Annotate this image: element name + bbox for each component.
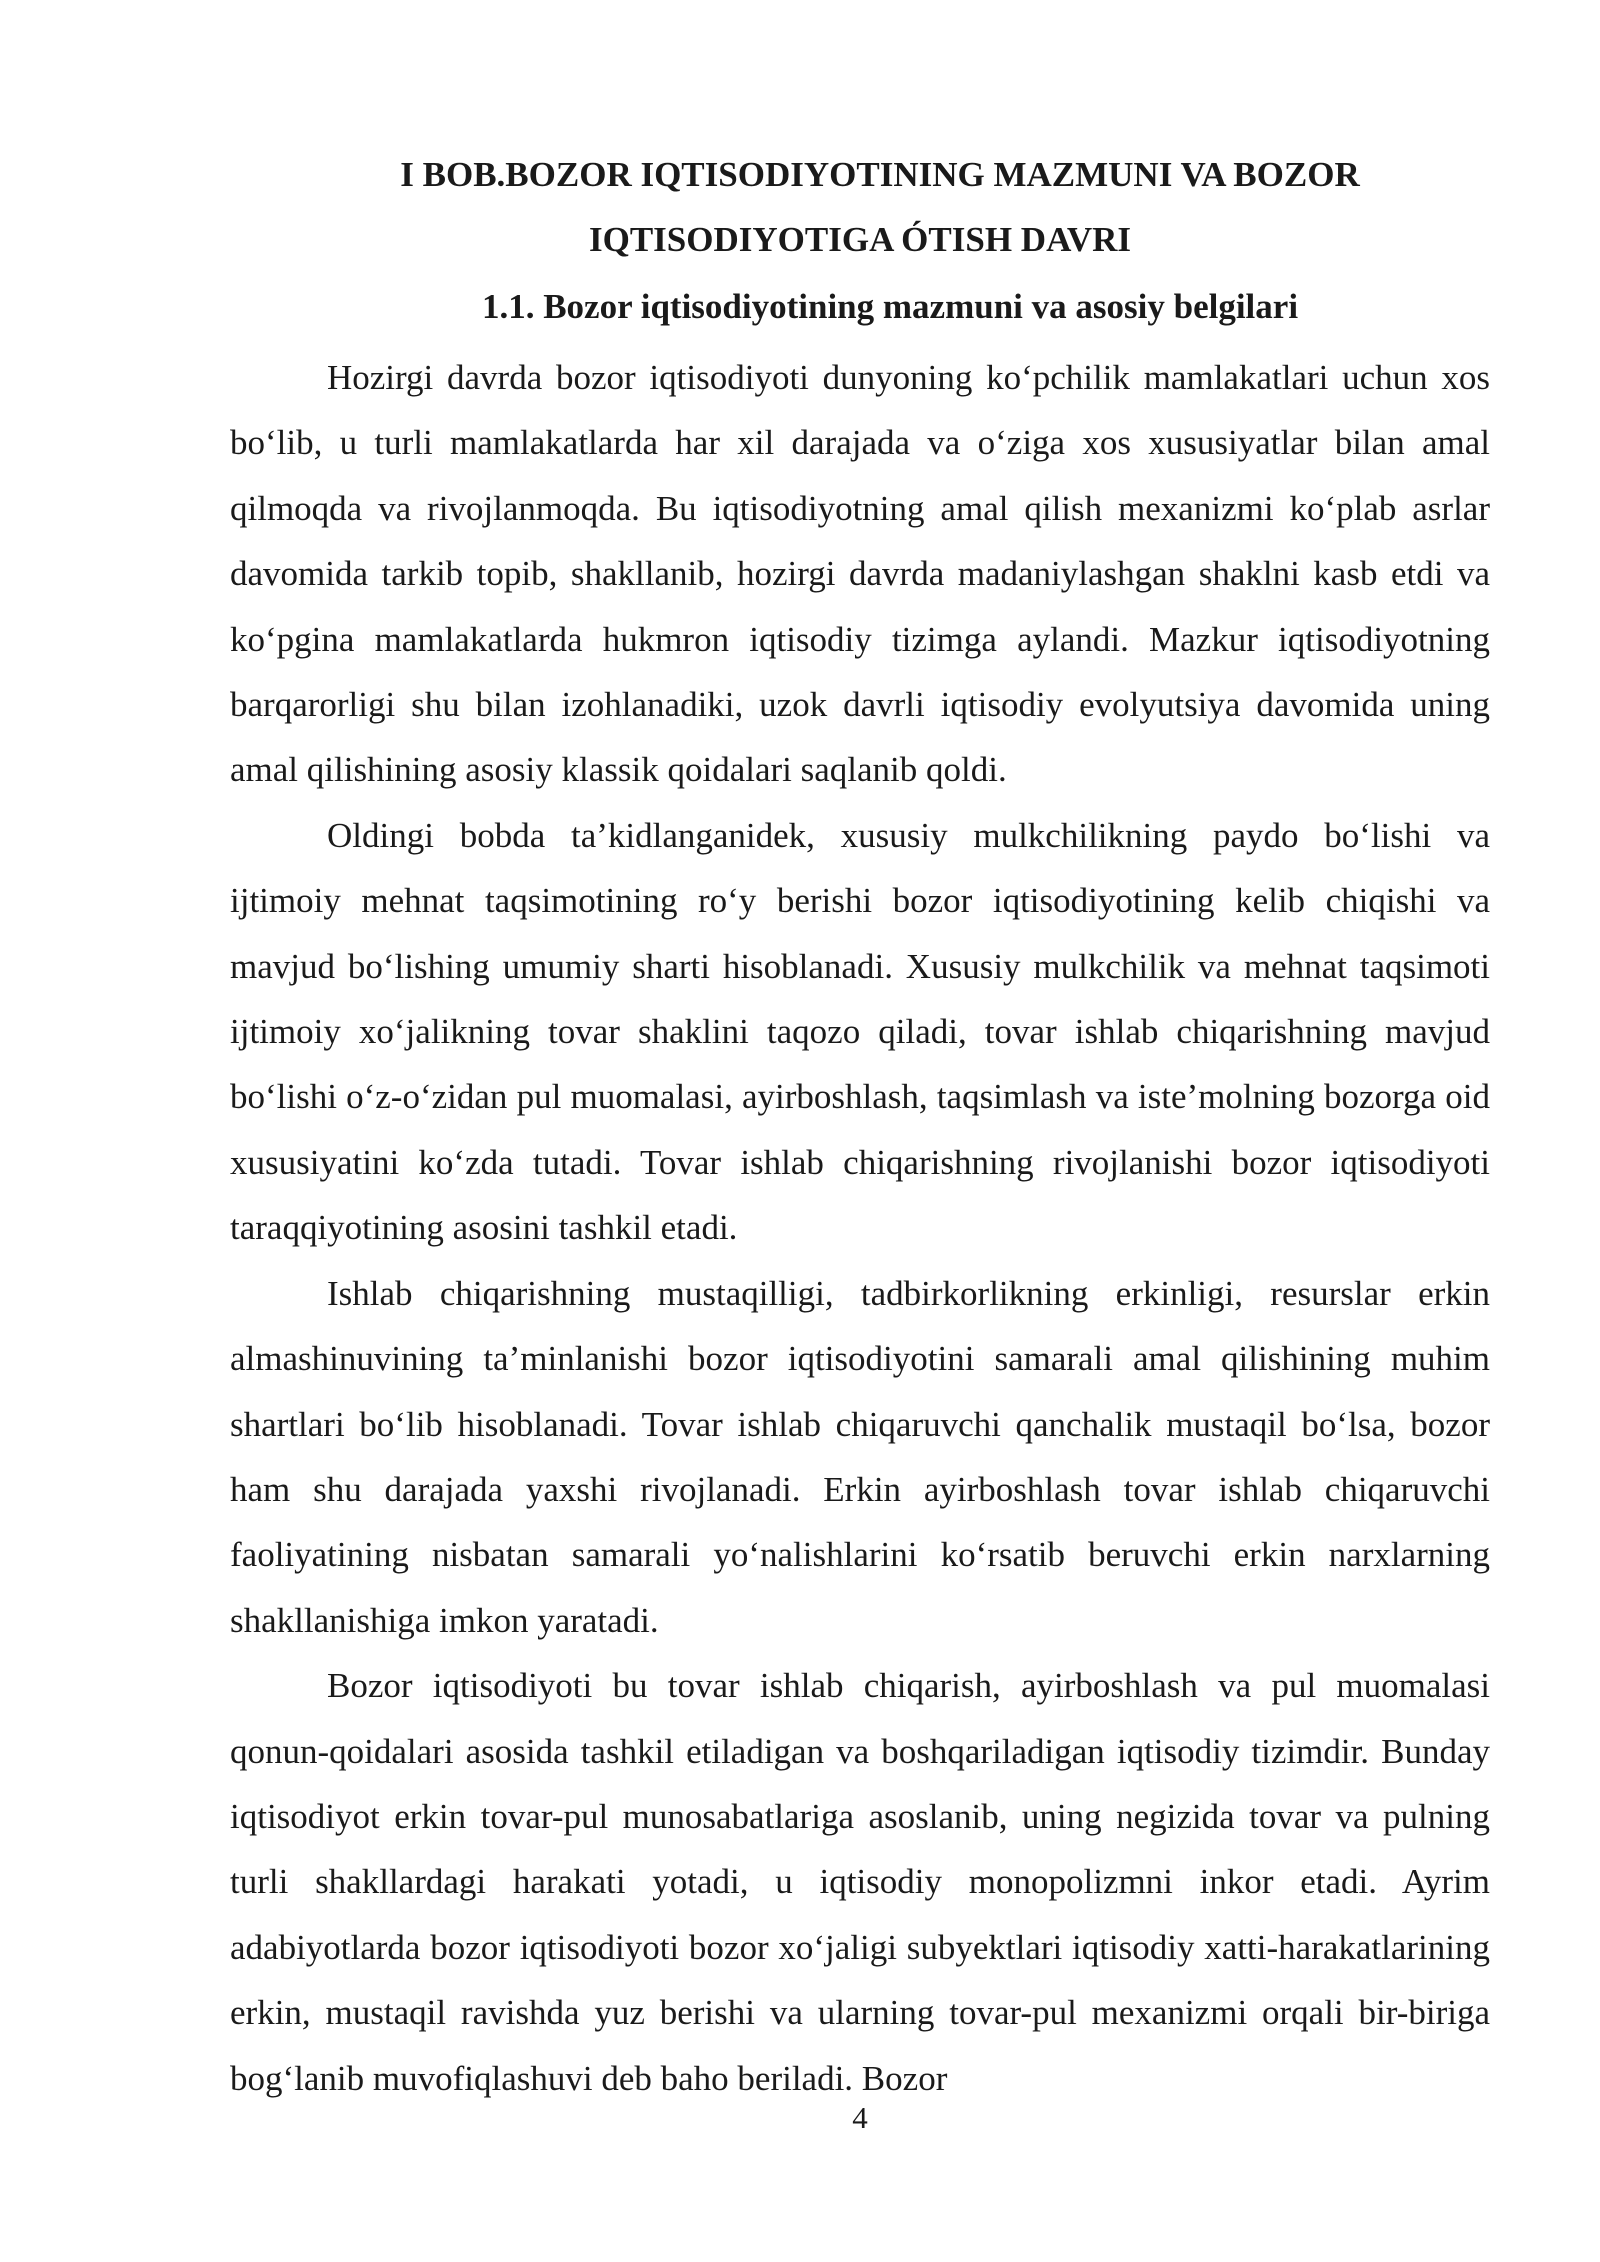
- paragraph-1: Hozirgi davrda bozor iqtisodiyoti dunyoning ko‘pchilik mamlakatlari uchun xos bo‘lib, u turli mamlakatlarda har xil darajada va o‘ziga xos xususiyatlar bilan amal qilmoqda va rivojlanmoqda. Bu iqtisodiyotning amal qilish mexanizmi ko‘plab asrlar davomida tarkib topib, shakllanib, hozirgi davrda madaniylashgan shaklni kasb etdi va ko‘pgina mamlakatlarda hukmron iqtisodiy tizimga aylandi. Mazkur iqtisodiyotning barqarorligi shu bilan izohlanadiki, uzok davrli iqtisodiy evolyutsiya davomida uning amal qilishining asosiy klassik qoidalari saqlanib qoldi.: [230, 358, 1490, 790]
- paragraph-3: Ishlab chiqarishning mustaqilligi, tadbirkorlikning erkinligi, resurslar erkin almashinuvining ta’minlanishi bozor iqtisodiyotini samarali amal qilishining muhim shartlari bo‘lib hisoblanadi. Tovar ishlab chiqaruvchi qanchalik mustaqil bo‘lsa, bozor ham shu darajada yaxshi rivojlanadi. Erkin ayirboshlash tovar ishlab chiqaruvchi faoliyatining nisbatan samarali yo‘nalishlarini ko‘rsatib beruvchi erkin narxlarning shakllanishiga imkon yaratadi.: [230, 1273, 1490, 1640]
- section-title: 1.1. Bozor iqtisodiyotining mazmuni va asosiy belgilari: [481, 287, 1299, 326]
- body-text: [230, 345, 1490, 2111]
- paragraph-2: Oldingi bobda ta’kidlanganidek, xususiy mulkchilikning paydo bo‘lishi va ijtimoiy mehnat taqsimotining ro‘y berishi bozor iqtisodiyotining kelib chiqishi va mavjud bo‘lishing umumiy sharti hisoblanadi. Xususiy mulkchilik va mehnat taqsimoti ijtimoiy xo‘jalikning tovar shaklini taqozo qiladi, tovar ishlab chiqarishning mavjud bo‘lishi o‘z-o‘zidan pul muomalasi, ayirboshlash, taqsimlash va iste’molning bozorga oid xususiyatini ko‘zda tutadi. Tovar ishlab chiqarishning rivojlanishi bozor iqtisodiyoti taraqqiyotining asosini tashkil etadi.: [230, 815, 1490, 1248]
- chapter-title-line-1: I BOB.BOZOR IQTISODIYOTINING MAZMUNI VA BOZOR: [400, 155, 1360, 194]
- chapter-title-line-2: IQTISODIYOTIGA ÓTISH DAVRI: [588, 220, 1132, 259]
- paragraph-4: Bozor iqtisodiyoti bu tovar ishlab chiqarish, ayirboshlash va pul muomalasi qonun-qoidalari asosida tashkil etiladigan va boshqariladigan iqtisodiy tizimdir. Bunday iqtisodiyot erkin tovar-pul munosabatlariga asoslanib, uning negizida tovar va pulning turli shakllardagi harakati yotadi, u iqtisodiy monopolizmni inkor etadi. Ayrim adabiyotlarda bozor iqtisodiyoti bozor xo‘jaligi subyektlari iqtisodiy xatti-harakatlarining erkin, mustaqil ravishda yuz berishi va ularning tovar-pul mexanizmi orqali bir-biriga bog‘lanib muvofiqlashuvi deb baho beriladi. Bozor: [230, 1666, 1490, 2098]
- page-number: 4: [852, 2100, 868, 2135]
